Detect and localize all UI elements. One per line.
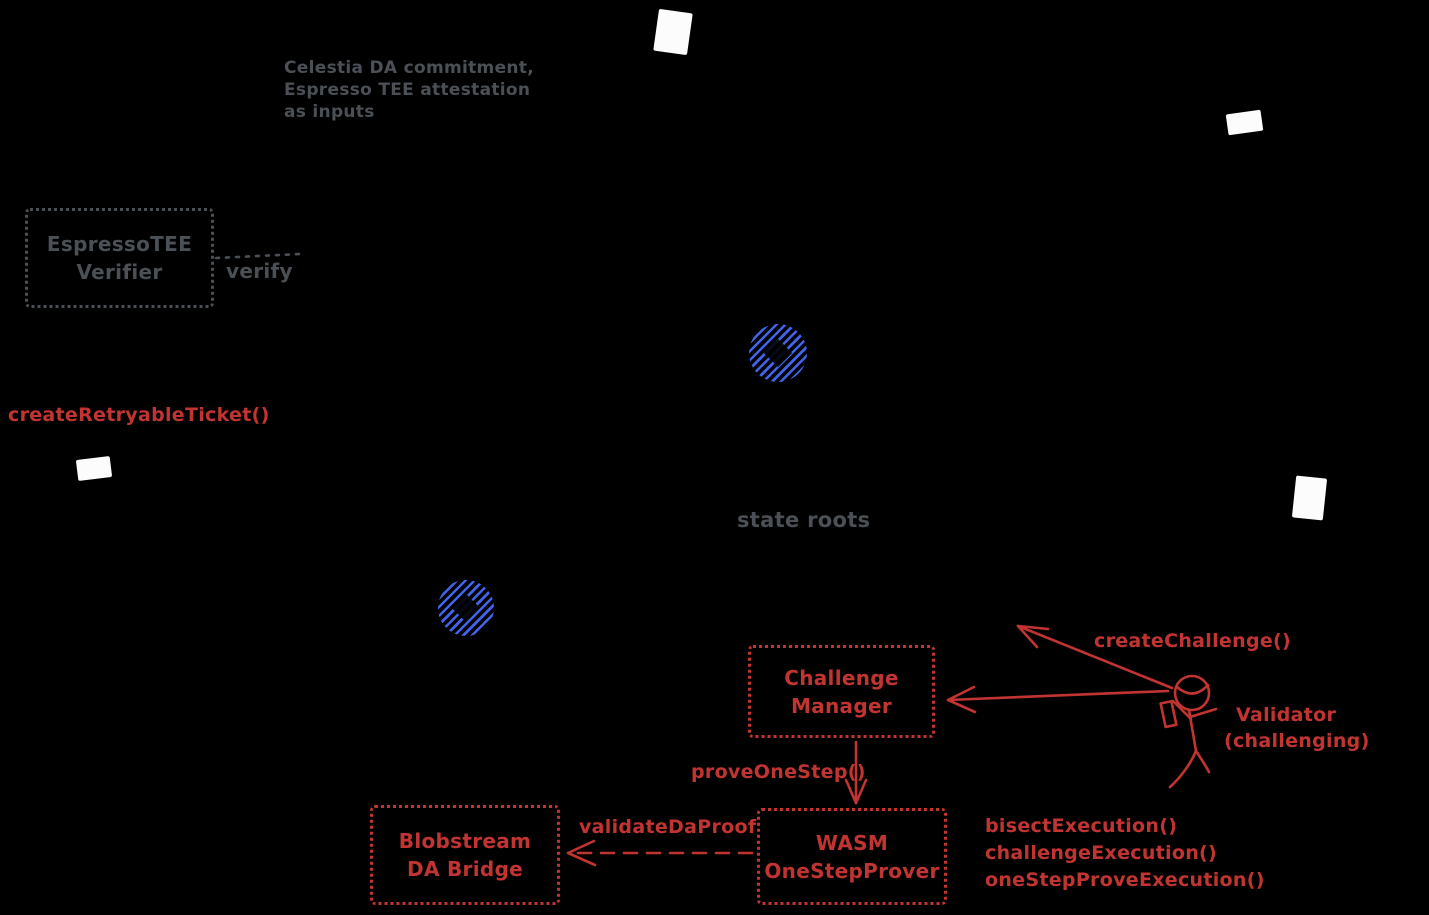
- state-roots-label: state roots: [737, 508, 871, 532]
- wasm-one-step-prover-box: [757, 808, 947, 905]
- validator-label: Validator: [1236, 704, 1337, 726]
- phone-icon: [1161, 701, 1177, 727]
- ethereum-diamond-icon: [764, 339, 792, 367]
- validator-to-challenge-manager-arrow: [948, 687, 1168, 712]
- verify-dashed-connector: [216, 254, 300, 258]
- challenge-manager-label-line1: Challenge: [784, 665, 899, 690]
- blobstream-da-bridge-label-line2: DA Bridge: [407, 857, 523, 881]
- ethereum-token-icon: [438, 580, 494, 636]
- challenge-execution-label: challengeExecution(): [985, 842, 1217, 864]
- celestia-da-note-line3: as inputs: [284, 102, 375, 122]
- document-icon: [76, 456, 112, 481]
- espresso-tee-verifier-label-line2: Verifier: [76, 260, 163, 284]
- validate-da-proof-arrow: [568, 841, 752, 865]
- bisect-execution-label: bisectExecution(): [985, 815, 1178, 837]
- blobstream-da-bridge-label-line1: Blobstream: [398, 829, 532, 853]
- document-icon: [653, 9, 693, 55]
- espresso-tee-verifier-box: [25, 208, 214, 308]
- prove-one-step-label: proveOneStep(): [691, 761, 866, 783]
- espresso-tee-verifier-label-line1: EspressoTEE: [46, 232, 193, 256]
- validator-role-label: (challenging): [1224, 730, 1370, 752]
- ethereum-token-icon: [749, 324, 807, 382]
- ethereum-diamond-icon: [452, 594, 480, 622]
- blobstream-da-bridge-box: [370, 805, 560, 905]
- verify-label: verify: [226, 259, 293, 283]
- create-retryable-ticket-label: createRetryableTicket(): [8, 404, 270, 426]
- celestia-da-note-line1: Celestia DA commitment,: [284, 58, 534, 78]
- one-step-prove-execution-label: oneStepProveExecution(): [985, 869, 1265, 891]
- validator-figure: [1161, 676, 1216, 787]
- challenge-manager-label-line2: Manager: [791, 693, 892, 718]
- document-icon: [1292, 475, 1327, 520]
- celestia-da-note-line2: Espresso TEE attestation: [284, 80, 531, 100]
- create-challenge-label: createChallenge(): [1094, 630, 1291, 652]
- wasm-one-step-prover-label-line2: OneStepProver: [764, 858, 940, 883]
- wasm-one-step-prover-label-line1: WASM: [815, 830, 889, 855]
- celestia-da-note: [284, 57, 534, 123]
- challenge-manager-box: [748, 645, 935, 738]
- document-icon: [1226, 110, 1264, 136]
- validate-da-proof-label: validateDaProof: [579, 816, 757, 838]
